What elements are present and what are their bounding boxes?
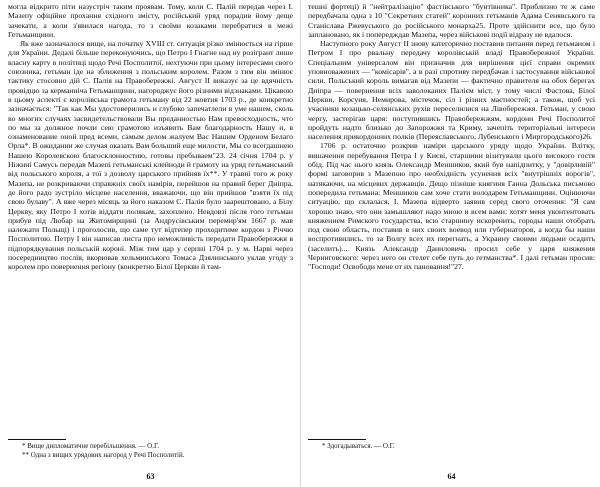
footnote: ** Одна з вищих урядових нагород у Речі Посполитій.: [22, 450, 185, 459]
left-page-body: [8, 0, 293, 437]
right-page: [308, 0, 595, 487]
page-number: 64: [447, 471, 456, 481]
paragraph: 1706 р. остаточно розкрив наміри царського уряду щодо України. Влітку, вишачення перебування Петра І у Києві, старшини візитували цього високого гостя обід. Під час нього князь Олександр Меншиков, який був напідпитку, у "довірливій" формі заговорив з Мазепою про необхідність усунення всіх "внутрішніх ворогів", натякаючи, на місцевих державців. Дещо пізніше княгиня Ганна Дольська письмово попередила гетьмана: Меншиков сам хоче стати володарем Гетьманщини. Оцінюючи ситуацію, що склалася, І. Мазепа відверто заявив серед свого оточення: "Я сам хорошо знаю, что они замышляют надо мною и всем вами: хотят меня уконтентовать княжением Римского государства, всю старшину искоренить, городы наши отобрать под свою область, поставив в них своих воевод или губернаторов, а когда бы наши воспротивились, то за Волгу всех их перегнать, а Украину своими людьми осадить (заселить)... Князь Александр Даниловичь просил себе у царя княжения Черниговского: через него он стелет себе путь до гетманства*. І далі гетьман просив: "Господи! Освободи мене от их пановання!"27.: [308, 141, 595, 272]
paragraph: Наступного року Август II знову категорично поставив питання перед гетьманом і Петром І про рвальну передачу королівській владі Правобережної України. Спеціальним універсалом він призначив для вирішення цієї справи окремих уповноважених — "комісарів", а в разі спротиву передбачав і застосування військової сили. Польський король вимагав від Мазепи — фактично правителя на обох берегах Дніпра — повернення всіх заволоканих Палієм міст, у тому числі Фастова, Білої Церкви, Корсуня, Немирова, містечок, сіл і різних маєтностей; а також, щоб усі учасники козацько-селянських рухів переселилися на Лівобережжя. Гетьман, у свою чергу, застерігав царя: поступившись Правобережжям, кордони Речі Посполитої пройдуть надто близько до Запорожжя та Криму, зачепіть територіальні інтереси населення прикордонних полків (Переяславського, Лубенського і Миргородського)26.: [308, 39, 595, 142]
left-page: [8, 0, 293, 487]
right-page-body: [308, 0, 595, 437]
paragraph: могла відкрито піти назустріч таким проявам. Тому, коли С. Палій передав через І. Мазепу офіційне прохання східного змісту, російський уряд порадив йому деще зачекати, а коли з'явилася нагода, то з своїми козаками перебратися в межі Гетьманщини.: [8, 2, 293, 39]
paragraph: тешні фортеці) й "нейтралізацію" фастівського "бунтівника". Приблизно те ж саме передбачала одна з 10 "Секретних статей" коронних гетьманів Адама Сенявського та Станіслава Ржевуського до російського монарха25. Проте здійснити все, що було заплановано, як і попередждав Мазепа, через військові події відразу не вдалося.: [308, 2, 595, 39]
footnote-divider: [8, 439, 66, 440]
page-number: 63: [146, 471, 155, 481]
footnote: * Здогадываться. — О.Г.: [322, 442, 395, 450]
paragraph: Як вже зазначалося вище, на початку XVIII ст. ситуація різко змінюється на гірше для України. Дедалі більше переконуючись, що Петро І Гнагне над ну розігрант лише власну карту в політиці щодо Речі Посполитої, нехтуючи при цьому інтересами свого союзника, гетьман іде на зближення з польським королем. Разом з тим він змінює тактику стосовно дій С. Палія на Правобережжі. Август II виказує за це вдячність провідцю за кермаиніча Гетьманщини, нагороджує його різними відзнаками. Цікавою в цьому аспекті є королівська грамота гетьману від 22 жовтня 1703 р., де конкретно зазначається: "Так как Мы удостоверились и глубоко запечатлели в уме нашем, сколь во многих случаях засвидетельствовали Вы преданностью Нам превосходность, что по мы за должное почли сею грамотою изъявить Вам благодарность Нашу и, в ознаменование оной пред всеми, самым делом жалуем Вас Нашим Орденом Белаго Орла*. В ожидании же случая оказать Вам больший еще милости, Мы со всегдашнею Нашею Королевскою благосклонностию, готовы пребываем"23. 24 січня 1704 р. у Ніжині Самусь передав Мазепі гетьманські клейноди й грамоту на уряд гетьманський від польського короля, а тої з дозволу царського прийняв їх**. У травні того ж року Мазепа, не розкриваючи справжніх своїх намірів, перейшов на правий берег Дніпра, де його радо зустріло місцеве населення, вважаючи, що він прийшов "взяти їх під свою булаву". А вже через місяць за його наказом С. Палія було заарештовано, а Білу Церкву, яку Петро І хотів віддати полякам, захоплено. Невдовзі після того гетьман прибув під Любар на Житомирщині (за Андрусівським перемир'ям 1667 р. мав належати Польщі) і проголосив, що саме тут відтепер проходитиме кордон з Річчю Посполитою. Петру І він написав листа про неможливість передати Правобережжя в підпорядкування польській короні. Між тим цар у серпні 1704 р. у м. Нарві через посередництво послів, вкорював хельминського Томаса Дзялинського уклав угоду з королем про повернення регіону (конкретно Білої Церкви й там-: [8, 39, 293, 272]
book-gutter: [300, 0, 301, 487]
left-footnotes: [8, 437, 293, 459]
right-footnotes: [308, 437, 595, 451]
footnote: * Вище дипломатичне перебільшення. — О.Г.: [22, 442, 159, 450]
footnote-divider: [308, 439, 366, 440]
